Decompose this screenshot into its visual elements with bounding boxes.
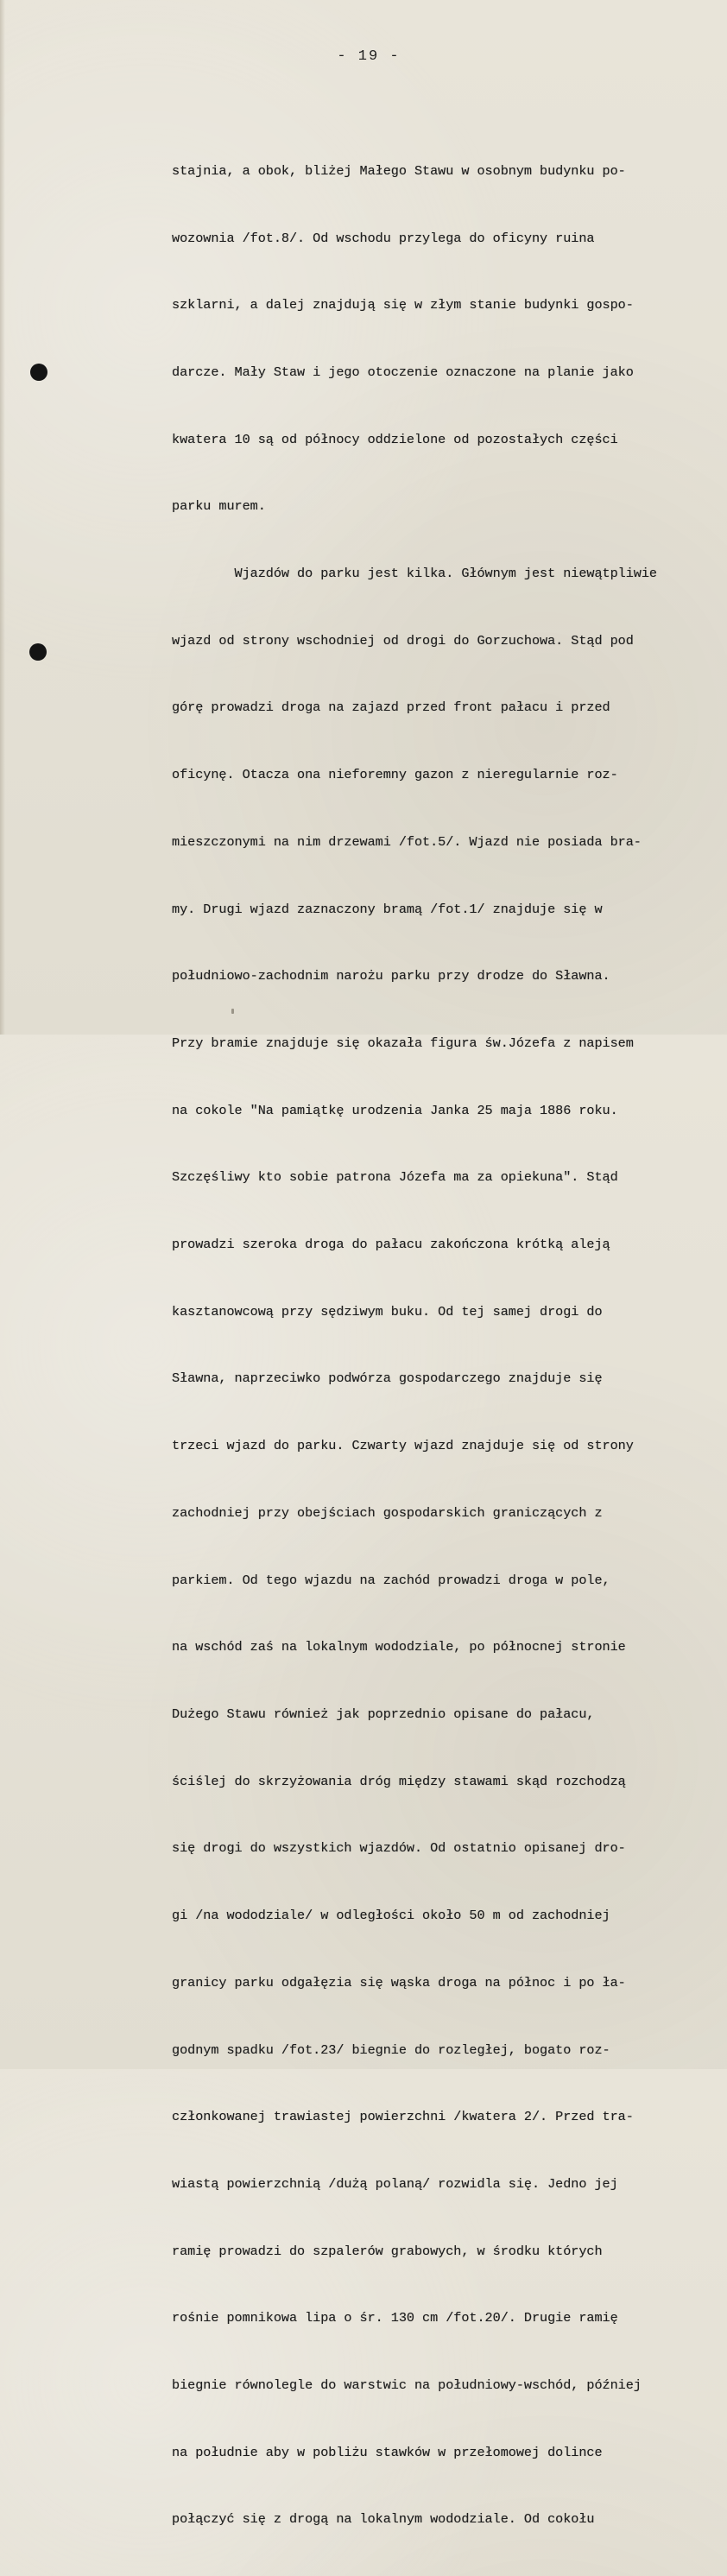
text-line: członkowanej trawiastej powierzchni /kwatera 2/. Przed tra- <box>172 2109 634 2125</box>
text-line: połączyć się z drogą na lokalnym wododziale. Od cokołu <box>172 2511 595 2528</box>
paper-mark <box>231 1009 234 1014</box>
text-line: południowo-zachodnim narożu parku przy drodze do Sławna. <box>172 968 610 984</box>
text-line: parkiem. Od tego wjazdu na zachód prowadzi droga w pole, <box>172 1572 610 1588</box>
text-line: Sławna, naprzeciwko podwórza gospodarczego znajduje się <box>172 1370 603 1387</box>
text-line: kasztanowcową przy sędziwym buku. Od tej samej drogi do <box>172 1303 603 1320</box>
text-line: ściślej do skrzyżowania dróg między stawami skąd rozchodzą <box>172 1773 626 1789</box>
page-number: - 19 - <box>337 48 401 65</box>
text-line: mieszczonymi na nim drzewami /fot.5/. Wjazd nie posiada bra- <box>172 833 642 850</box>
page-edge-shadow <box>0 0 5 1035</box>
text-line: godnym spadku /fot.23/ biegnie do rozległej, bogato roz- <box>172 2041 610 2058</box>
text-line: górę prowadzi droga na zajazd przed front pałacu i przed <box>172 699 610 716</box>
punch-hole <box>30 364 47 381</box>
text-line: biegnie równolegle do warstwic na południowy-wschód, później <box>172 2377 642 2394</box>
text-line: stajnia, a obok, bliżej Małego Stawu w osobnym budynku po- <box>172 162 626 179</box>
text-line: prowadzi szeroka droga do pałacu zakończona krótką aleją <box>172 1237 610 1253</box>
text-line: darcze. Mały Staw i jego otoczenie oznaczone na planie jako <box>172 364 634 380</box>
text-line: parku murem. <box>172 498 266 515</box>
text-line: Dużego Stawu również jak poprzednio opisane do pałacu, <box>172 1706 595 1722</box>
text-line: wjazd od strony wschodniej od drogi do Gorzuchowa. Stąd pod <box>172 632 634 649</box>
text-line: na wschód zaś na lokalnym wododziale, po północnej stronie <box>172 1639 626 1655</box>
text-line: Szczęśliwy kto sobie patrona Józefa ma za opiekuna". Stąd <box>172 1169 618 1186</box>
text-line: granicy parku odgałęzia się wąska droga na północ i po ła- <box>172 1974 626 1991</box>
text-line: Wjazdów do parku jest kilka. Głównym jest niewątpliwie <box>172 566 657 582</box>
punch-hole <box>29 643 47 661</box>
text-line: my. Drugi wjazd zaznaczony bramą /fot.1/ znajduje się w <box>172 901 603 917</box>
text-line: się drogi do wszystkich wjazdów. Od ostatnio opisanej dro- <box>172 1840 626 1857</box>
typewritten-text <box>172 116 716 2576</box>
text-line: szklarni, a dalej znajdują się w złym stanie budynki gospo- <box>172 297 634 313</box>
text-line: zachodniej przy obejściach gospodarskich graniczących z <box>172 1504 603 1521</box>
text-line: na południe aby w pobliżu stawków w przełomowej dolince <box>172 2444 603 2460</box>
text-line: Przy bramie znajduje się okazała figura św.Józefa z napisem <box>172 1035 634 1051</box>
text-line: oficynę. Otacza ona nieforemny gazon z nieregularnie roz- <box>172 767 618 783</box>
text-line: rośnie pomnikowa lipa o śr. 130 cm /fot.20/. Drugie ramię <box>172 2310 618 2326</box>
text-line: kwatera 10 są od północy oddzielone od pozostałych części <box>172 431 618 447</box>
text-line: gi /na wododziale/ w odległości około 50 m od zachodniej <box>172 1908 610 1924</box>
text-line: na cokole "Na pamiątkę urodzenia Janka 25 maja 1886 roku. <box>172 1102 618 1118</box>
text-line: ramię prowadzi do szpalerów grabowych, w środku których <box>172 2243 603 2259</box>
text-line: wiastą powierzchnią /dużą polaną/ rozwidla się. Jedno jej <box>172 2175 618 2192</box>
text-line: wozownia /fot.8/. Od wschodu przylega do oficyny ruina <box>172 230 595 246</box>
text-line: trzeci wjazd do parku. Czwarty wjazd znajduje się od strony <box>172 1438 634 1454</box>
